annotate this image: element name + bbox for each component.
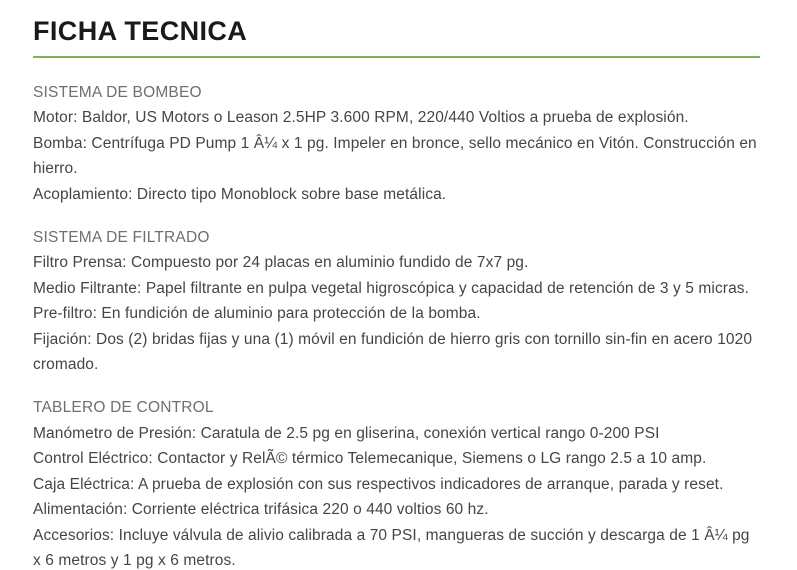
section-sistema-de-bombeo <box>33 80 760 207</box>
section-heading-filtrado: SISTEMA DE FILTRADO <box>33 229 210 247</box>
page-title: FICHA TECNICA <box>33 16 248 46</box>
spec-line-fijacion: Fijación: Dos (2) bridas fijas y una (1) móvil en fundición de hierro gris con tornillo sin-fin en acero 1020 cromado. <box>33 330 753 374</box>
spec-line-pre-filtro: Pre-filtro: En fundición de aluminio para protección de la bomba. <box>33 305 481 323</box>
spec-line-acoplamiento: Acoplamiento: Directo tipo Monoblock sobre base metálica. <box>33 185 447 203</box>
section-tablero-de-control <box>33 395 760 570</box>
spec-line-bomba: Bomba: Centrífuga PD Pump 1 Â¼ x 1 pg. Impeler en bronce, sello mecánico en Vitón. Construcción en hierro. <box>33 134 757 178</box>
spec-line-filtro-prensa: Filtro Prensa: Compuesto por 24 placas en aluminio fundido de 7x7 pg. <box>33 254 529 272</box>
title-divider <box>33 56 760 58</box>
spec-line-caja-electrica: Caja Eléctrica: A prueba de explosión con sus respectivos indicadores de arranque, parada y reset. <box>33 475 724 493</box>
spec-line-motor: Motor: Baldor, US Motors o Leason 2.5HP 3.600 RPM, 220/440 Voltios a prueba de explosión. <box>33 109 689 127</box>
spec-line-accesorios: Accesorios: Incluye válvula de alivio calibrada a 70 PSI, mangueras de succión y descarga de 1 Â¼ pg x 6 metros y 1 pg x 6 metros. <box>33 526 750 569</box>
spec-line-control-electrico: Control Eléctrico: Contactor y RelÃ© térmico Telemecanique, Siemens o LG rango 2.5 a 10 amp. <box>33 450 707 468</box>
spec-line-alimentacion: Alimentación: Corriente eléctrica trifásica 220 o 440 voltios 60 hz. <box>33 501 489 519</box>
spec-line-medio-filtrante: Medio Filtrante: Papel filtrante en pulpa vegetal higroscópica y capacidad de retención de 3 y 5 micras. <box>33 279 750 297</box>
section-heading-bombeo: SISTEMA DE BOMBEO <box>33 84 202 101</box>
section-heading-tablero: TABLERO DE CONTROL <box>33 399 214 417</box>
section-sistema-de-filtrado <box>33 225 760 377</box>
spec-line-manometro: Manómetro de Presión: Caratula de 2.5 pg en gliserina, conexión vertical rango 0-200 PSI <box>33 424 660 442</box>
